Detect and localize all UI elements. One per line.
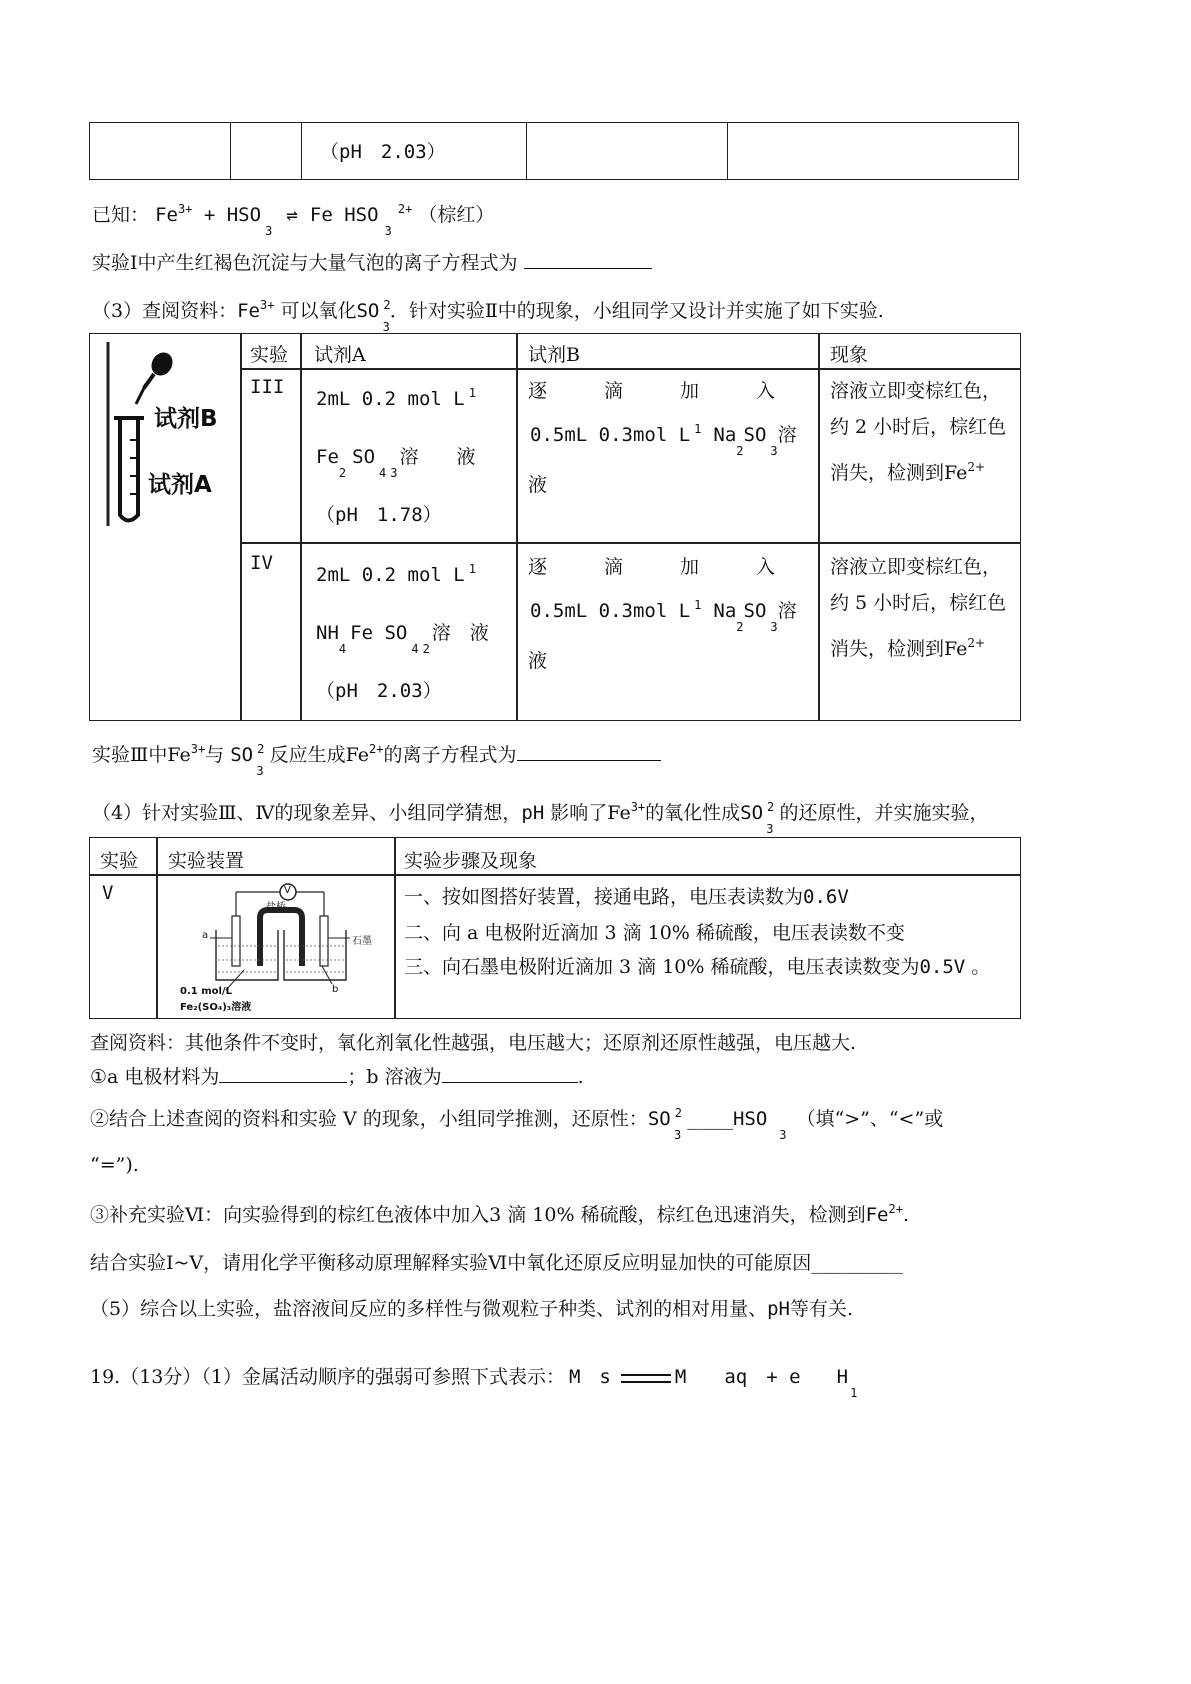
step-2: 二、向 a 电极附近滴加 3 滴 10% 稀硫酸，电压表读数不变 <box>404 922 905 944</box>
step-1 <box>404 882 849 909</box>
cell <box>302 123 527 180</box>
text: ．针对实验Ⅱ中的现象，小组同学又设计并实施了如下实验. <box>389 300 884 322</box>
question-c2-line2: “=”). <box>90 1154 139 1176</box>
header-experiment: 实验 <box>100 850 139 872</box>
question-c2 <box>90 1104 944 1142</box>
equals-arrow <box>621 1374 671 1383</box>
question-text: 实验Ⅰ中产生红褐色沉淀与大量气泡的离子方程式为 <box>92 252 518 274</box>
text: Fe SO <box>350 622 408 644</box>
superscript: 1 <box>694 598 702 612</box>
subscript: 3 <box>390 466 398 480</box>
so-text: SO <box>647 1108 671 1130</box>
subscript: 2 <box>736 620 744 634</box>
superscript: 3+ <box>190 742 206 756</box>
header-steps: 实验步骤及现象 <box>404 850 538 872</box>
text: 消失，检测到Fe <box>830 638 968 660</box>
phenomenon-line3 <box>830 458 985 485</box>
continued-table-row <box>89 122 1019 180</box>
so-text: SO <box>740 802 764 824</box>
text: 结合实验Ⅰ~Ⅴ，请用化学平衡移动原理解释实验Ⅵ中氧化还原反应明显加快的可能原因 <box>90 1252 812 1274</box>
text: （填“>”、“<”或 <box>796 1108 944 1130</box>
so-text: SO <box>356 300 380 322</box>
concentration-label: 0.1 mol/L <box>180 986 232 997</box>
row-id: IV <box>250 552 273 574</box>
subscript: 3 <box>770 444 778 458</box>
question-exp1 <box>92 248 652 275</box>
ph-value: （pH 2.03） <box>320 141 446 163</box>
reagent-b-line3: 液 <box>528 650 548 672</box>
superscript: 2+ <box>888 1202 903 1216</box>
text: ①a 电极材料为 <box>90 1066 220 1088</box>
reagent-b-label: 试剂B <box>154 406 218 432</box>
header-phenomenon: 现象 <box>830 344 869 366</box>
text: 一、按如图搭好装置，接通电路，电压表读数为 <box>404 886 804 908</box>
text: 可以氧化 <box>274 300 357 322</box>
question-exp3 <box>92 740 661 778</box>
text: 3 滴 10% 稀硫酸，棕红色迅速消失，检测到 <box>489 1204 866 1226</box>
phenomenon-line3 <box>830 634 985 661</box>
solution-label: Fe₂(SO₄)₃溶液 <box>180 1002 252 1013</box>
text: 。 <box>971 956 991 978</box>
cell <box>90 123 231 180</box>
reagent-b-line3: 液 <box>528 474 548 496</box>
superscript: 2 <box>257 742 265 756</box>
subscript: 3 <box>256 764 264 778</box>
question-prefix: （3）查阅资料： <box>92 300 238 322</box>
electrochemical-cell-diagram <box>166 880 388 1014</box>
voltage-value: 0.5V <box>919 956 966 978</box>
text: NH <box>316 622 339 644</box>
cell <box>231 123 302 180</box>
answer-blank[interactable]: ____ <box>687 1108 733 1130</box>
question-3 <box>92 296 884 334</box>
text: 溶 <box>777 600 797 622</box>
subscript: 3 <box>766 822 774 836</box>
reagent-b-line2 <box>530 420 797 458</box>
experiment-table-1 <box>89 333 1021 721</box>
text: 的离子方程式为 <box>383 744 517 766</box>
answer-blank[interactable]: ________ <box>811 1252 903 1274</box>
subscript: 3 <box>384 224 392 238</box>
so-text: SO <box>230 744 254 766</box>
subscript: 4 <box>411 642 419 656</box>
reagent-b-line2 <box>530 596 797 634</box>
solution-b-label: b <box>332 984 339 995</box>
reagent-a-line1 <box>316 564 476 586</box>
note: （棕红） <box>418 204 495 226</box>
ph-text: pH <box>767 1298 790 1320</box>
fe-text: Fe <box>237 300 260 322</box>
phenomenon-line2: 约 2 小时后，棕红色 <box>830 416 1007 438</box>
superscript: 2+ <box>967 460 986 474</box>
row-id: V <box>102 882 114 904</box>
superscript: 1 <box>694 422 702 436</box>
text: Na <box>713 600 737 622</box>
complex-text: Fe HSO <box>309 204 379 226</box>
text: 溶 液 <box>431 622 489 644</box>
reagent-a-line2 <box>316 618 489 656</box>
superscript: 2+ <box>397 202 413 216</box>
text: 的氧化性成 <box>645 802 741 824</box>
header-experiment: 实验 <box>250 344 289 366</box>
text: 2mL 0.2 mol L <box>316 388 465 410</box>
question-c1 <box>90 1062 584 1089</box>
phenomenon-line2: 约 5 小时后，棕红色 <box>830 592 1007 614</box>
fe-text: Fe <box>865 1204 889 1226</box>
question-c3 <box>90 1200 909 1227</box>
subscript: 3 <box>779 1128 787 1142</box>
superscript: 2 <box>674 1106 682 1120</box>
text: SO <box>743 424 767 446</box>
header-reagent-a: 试剂A <box>314 344 366 366</box>
fe-text: Fe <box>155 204 178 226</box>
cell <box>527 123 728 180</box>
salt-bridge-label: 盐桥 <box>266 902 286 913</box>
text: 反应生成Fe <box>269 744 370 766</box>
hso-text: HSO <box>732 1108 768 1130</box>
hso-text: + HSO <box>192 204 262 226</box>
voltage-value: 0.6V <box>803 886 849 908</box>
step-3 <box>404 952 990 979</box>
subscript: 2 <box>736 444 744 458</box>
text: 0.5mL 0.3mol L <box>530 424 691 446</box>
reagent-a-ph: （pH 1.78） <box>316 504 442 526</box>
reagent-a-line2 <box>316 442 476 480</box>
reagent-a-line1 <box>316 388 476 410</box>
superscript: 3+ <box>177 202 193 216</box>
known-equation <box>92 200 495 238</box>
text: ②结合上述查阅的资料和实验 V 的现象，小组同学推测，还原性： <box>90 1108 648 1130</box>
answer-blank[interactable] <box>442 1080 578 1083</box>
phenomenon-line1: 溶液立即变棕红色， <box>830 380 1002 402</box>
text: . <box>577 1066 584 1088</box>
subscript: 4 <box>338 642 347 656</box>
superscript: 2 <box>383 298 391 312</box>
text: Na <box>713 424 737 446</box>
phenomenon-line1: 溶液立即变棕红色， <box>830 556 1002 578</box>
text: 溶 <box>777 424 797 446</box>
graphite-label: 石墨 <box>352 936 372 947</box>
subscript: 1 <box>850 1386 858 1400</box>
text: 三、向石墨电极附近滴加 3 滴 10% 稀硫酸，电压表读数变为 <box>404 956 920 978</box>
text: Fe <box>316 446 339 468</box>
electrode-a-label: a <box>202 930 209 941</box>
superscript: 1 <box>468 386 476 400</box>
text: 实验Ⅲ中Fe <box>92 744 191 766</box>
question-prefix: （4）针对实验Ⅲ、Ⅳ的现象差异、小组同学猜想， <box>92 802 522 824</box>
header-reagent-b: 试剂B <box>528 344 580 366</box>
question-5 <box>90 1294 853 1321</box>
reagent-b-line1: 逐 滴 加 入 <box>528 380 776 402</box>
reagent-a-label: 试剂A <box>148 472 212 498</box>
enthalpy-symbol: H <box>836 1366 849 1388</box>
text: ；b 溶液为 <box>347 1066 442 1088</box>
superscript: 3+ <box>630 800 646 814</box>
text: 得到的棕红色液体中加入 <box>280 1204 490 1226</box>
reagent-b-line1: 逐 滴 加 入 <box>528 556 776 578</box>
text: 0.5mL 0.3mol L <box>530 600 691 622</box>
superscript: 3+ <box>259 298 275 312</box>
text: （5）综合以上实验，盐溶液间反应的多样性与微观粒子种类、试剂的相对用量、 <box>90 1298 768 1320</box>
text: SO <box>743 600 767 622</box>
superscript: 2+ <box>369 742 384 756</box>
subscript: 3 <box>770 620 778 634</box>
text: 消失，检测到Fe <box>830 462 968 484</box>
experiment-table-2 <box>89 837 1021 1019</box>
question-19 <box>90 1362 858 1400</box>
text: 的还原性，并实施实验， <box>779 802 989 824</box>
reagent-a-ph: （pH 2.03） <box>316 680 442 702</box>
text: . <box>902 1204 909 1226</box>
row-id: III <box>250 376 285 398</box>
superscript: 2+ <box>967 636 986 650</box>
text: M aq + e <box>674 1366 801 1388</box>
test-tube-image <box>102 340 232 526</box>
ph-text: pH <box>521 802 545 824</box>
subscript: 4 <box>379 466 387 480</box>
text: SO <box>352 446 376 468</box>
text: 与 <box>205 744 225 766</box>
superscript: 2 <box>767 800 775 814</box>
text: 2mL 0.2 mol L <box>316 564 465 586</box>
header-device: 实验装置 <box>168 850 245 872</box>
text: 溶 液 <box>399 446 476 468</box>
subscript: 3 <box>673 1128 682 1142</box>
answer-blank[interactable] <box>524 266 652 269</box>
voltmeter-label: V <box>284 885 291 896</box>
text: M s <box>568 1366 611 1388</box>
label: 已知： <box>92 204 150 226</box>
subscript: 3 <box>382 320 390 334</box>
superscript: 1 <box>468 562 476 576</box>
reference-info: 查阅资料：其他条件不变时，氧化剂氧化性越强，电压越大；还原剂还原性越强，电压越大. <box>90 1032 857 1054</box>
subscript: 3 <box>265 224 273 238</box>
question-4 <box>92 798 989 836</box>
text: 等有关. <box>789 1298 854 1320</box>
subscript: 2 <box>422 642 430 656</box>
answer-blank[interactable] <box>219 1080 347 1083</box>
text: 影响了Fe <box>550 802 631 824</box>
text: ③补充实验Ⅵ：向实验 <box>90 1204 281 1226</box>
equilibrium-arrow: ⇌ <box>286 204 298 226</box>
subscript: 2 <box>338 466 347 480</box>
question-c4 <box>90 1248 903 1275</box>
text: 19.（13分）（1）金属活动顺序的强弱可参照下式表示： <box>90 1366 565 1388</box>
cell <box>728 123 1019 180</box>
answer-blank[interactable] <box>517 758 661 761</box>
